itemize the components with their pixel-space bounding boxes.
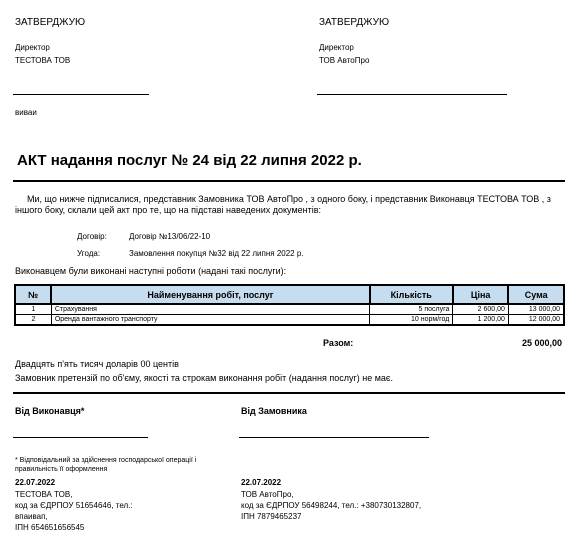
- approve-left-company: ТЕСТОВА ТОВ: [15, 56, 71, 65]
- approve-left-heading: ЗАТВЕРДЖУЮ: [15, 17, 86, 28]
- row-price: 2 600,00: [453, 304, 509, 315]
- approve-right-signature-line: [317, 94, 507, 95]
- approve-left-position: Директор: [15, 43, 50, 52]
- total-value: 25 000,00: [521, 338, 562, 348]
- col-name-header: Найменування робіт, послуг: [51, 285, 369, 304]
- title-underline: [13, 180, 565, 182]
- customer-detail-2: код за ЄДРПОУ 56498244, тел.: +380730132807,: [241, 501, 422, 510]
- executor-detail-1: ТЕСТОВА ТОВ,: [15, 490, 73, 499]
- row-number: 2: [15, 315, 51, 326]
- executor-date: 22.07.2022: [15, 478, 56, 487]
- total-label: Разом:: [323, 338, 354, 348]
- no-claims-statement: Замовник претензій по об'єму, якості та строкам виконання робіт (надання послуг) не має.: [15, 373, 393, 383]
- customer-heading: Від Замовника: [241, 406, 307, 416]
- executor-heading: Від Виконавця*: [15, 406, 85, 416]
- doc-value-contract: Договір №13/06/22-10: [129, 232, 211, 241]
- approve-right-company: ТОВ АвтоПро: [319, 56, 370, 65]
- statement-underline: [13, 392, 565, 394]
- row-number: 1: [15, 304, 51, 315]
- approve-right-heading: ЗАТВЕРДЖУЮ: [319, 17, 390, 28]
- table-row: [15, 304, 564, 315]
- intro-paragraph: Ми, що нижче підписалися, представник Замовника ТОВ АвтоПро , з одного боку, і представник Виконавця ТЕСТОВА ТОВ , з іншого боку, склали цей акт про те, що на підставі наведених документів:: [15, 194, 551, 215]
- row-qty: 10 норм/год: [370, 315, 453, 326]
- row-sum: 12 000,00: [508, 315, 564, 326]
- customer-date: 22.07.2022: [241, 478, 282, 487]
- doc-value-agreement: Замовлення покупця №32 від 22 липня 2022 р.: [129, 249, 304, 258]
- works-intro: Виконавцем були виконані наступні роботи (надані такі послуги):: [15, 266, 287, 276]
- col-qty-header: Кількість: [370, 285, 453, 304]
- col-number-header: №: [15, 285, 51, 304]
- col-price-header: Ціна: [453, 285, 509, 304]
- doc-label-contract: Договір:: [77, 232, 107, 241]
- doc-label-agreement: Угода:: [77, 249, 101, 258]
- row-price: 1 200,00: [453, 315, 509, 326]
- executor-footnote: * Відповідальний за здійснення господарської операції і правильність її оформлення: [15, 457, 197, 473]
- customer-detail-1: ТОВ АвтоПро,: [241, 490, 294, 499]
- approve-left-note: виваи: [15, 108, 37, 117]
- executor-detail-2: код за ЄДРПОУ 51654646, тел.:: [15, 501, 133, 510]
- customer-signature-line: [239, 437, 429, 438]
- col-sum-header: Сума: [508, 285, 564, 304]
- table-header-row: [15, 285, 564, 304]
- approve-left-signature-line: [13, 94, 149, 95]
- row-name: Оренда вантажного транспорту: [51, 315, 369, 326]
- executor-detail-4: ІПН 654651656545: [15, 523, 85, 532]
- document-title: АКТ надання послуг № 24 від 22 липня 2022 р.: [17, 152, 362, 169]
- row-name: Страхування: [51, 304, 369, 315]
- customer-detail-3: ІПН 7879465237: [241, 512, 302, 521]
- row-sum: 13 000,00: [508, 304, 564, 315]
- table-row: [15, 315, 564, 326]
- services-table: [14, 284, 565, 326]
- amount-in-words: Двадцять п'ять тисяч доларів 00 центів: [15, 359, 179, 369]
- row-qty: 5 послуга: [370, 304, 453, 315]
- executor-signature-line: [13, 437, 148, 438]
- executor-detail-3: впаивап,: [15, 512, 48, 521]
- approve-right-position: Директор: [319, 43, 354, 52]
